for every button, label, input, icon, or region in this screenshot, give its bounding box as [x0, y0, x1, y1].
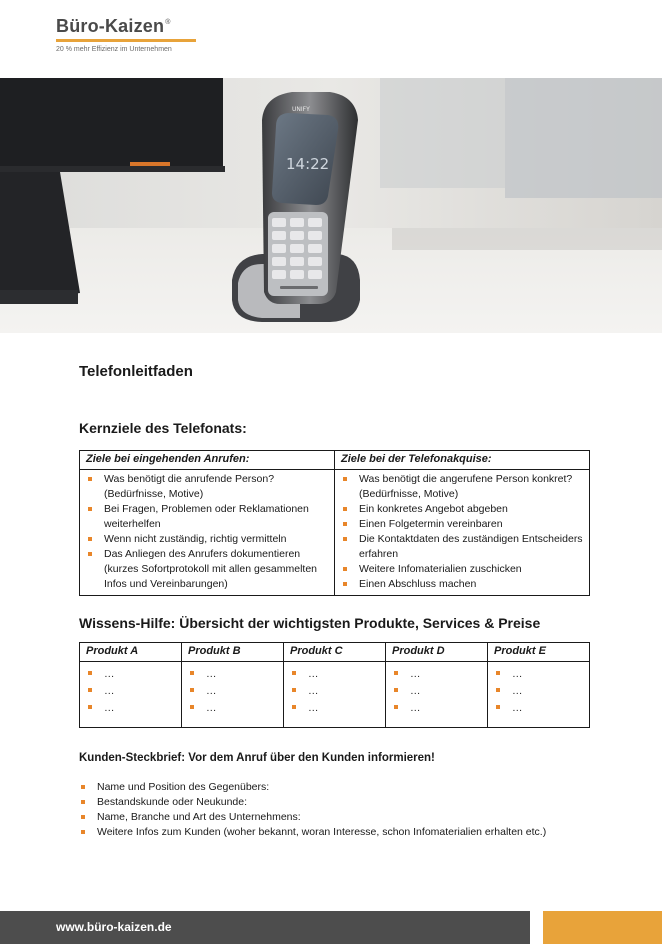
outgoing-goals-list — [341, 472, 583, 592]
logo-accent-bar — [56, 39, 196, 42]
list-item: … — [392, 666, 481, 683]
list-item: Wenn nicht zuständig, richtig vermitteln — [86, 532, 328, 547]
goals-heading: Kernziele des Telefonats: — [79, 420, 247, 436]
brand-logo — [56, 16, 196, 53]
bullet-icon — [190, 688, 194, 692]
products-header-row — [80, 643, 590, 662]
bullet-icon — [190, 705, 194, 709]
bullet-icon — [81, 785, 85, 789]
product-e-list — [494, 666, 583, 717]
list-item: Bei Fragen, Problemen oder Reklamationen weiterhelfen — [86, 502, 328, 532]
list-item: Was benötigt die anrufende Person? (Bedürfnisse, Motive) — [86, 472, 328, 502]
product-a-list — [86, 666, 175, 717]
page-title: Telefonleitfaden — [79, 363, 193, 380]
list-item: … — [86, 683, 175, 700]
product-e-cell — [488, 662, 590, 728]
list-item: Weitere Infomaterialien zuschicken — [341, 562, 583, 577]
product-b-list — [188, 666, 277, 717]
list-item: Name, Branche und Art des Unternehmens: — [79, 810, 559, 825]
outgoing-goals-cell — [335, 470, 590, 596]
phone-clock: 14:22 — [286, 155, 330, 173]
list-item: Einen Abschluss machen — [341, 577, 583, 592]
list-item: Die Kontaktdaten des zuständigen Entscheiders erfahren — [341, 532, 583, 562]
list-item: … — [86, 666, 175, 683]
list-item: … — [290, 666, 379, 683]
bullet-icon — [88, 507, 92, 511]
hero-photo — [0, 78, 662, 333]
bullet-icon — [343, 522, 347, 526]
bullet-icon — [88, 477, 92, 481]
list-item: … — [392, 700, 481, 717]
logo-tagline: 20 % mehr Effizienz im Unternehmen — [56, 46, 172, 53]
product-a-header: Produkt A — [80, 643, 182, 662]
list-item: … — [86, 700, 175, 717]
incoming-goals-list — [86, 472, 328, 592]
products-body-row — [80, 662, 590, 728]
product-c-cell — [284, 662, 386, 728]
bullet-icon — [292, 671, 296, 675]
list-item: … — [290, 683, 379, 700]
bullet-icon — [343, 582, 347, 586]
incoming-goals-cell — [80, 470, 335, 596]
list-item: Was benötigt die angerufene Person konkret? (Bedürfnisse, Motive) — [341, 472, 583, 502]
goals-body-row — [80, 470, 590, 596]
bullet-icon — [343, 537, 347, 541]
bullet-icon — [190, 671, 194, 675]
bullet-icon — [81, 800, 85, 804]
bullet-icon — [394, 705, 398, 709]
footer-bar — [0, 911, 530, 944]
list-item: … — [494, 683, 583, 700]
incoming-goals-header: Ziele bei eingehenden Anrufen: — [80, 451, 335, 470]
bullet-icon — [292, 705, 296, 709]
product-b-cell — [182, 662, 284, 728]
footer-url-link[interactable]: www.büro-kaizen.de — [56, 920, 172, 934]
bullet-icon — [88, 705, 92, 709]
list-item: … — [494, 700, 583, 717]
logo-wordmark — [56, 16, 196, 37]
profile-heading: Kunden-Steckbrief: Vor dem Anruf über den Kunden informieren! — [79, 752, 435, 764]
bullet-icon — [343, 507, 347, 511]
bullet-icon — [292, 688, 296, 692]
logo-name: Büro-Kaizen — [56, 16, 165, 36]
list-item: Ein konkretes Angebot abgeben — [341, 502, 583, 517]
list-item: … — [290, 700, 379, 717]
list-item: … — [188, 666, 277, 683]
bullet-icon — [343, 477, 347, 481]
product-c-list — [290, 666, 379, 717]
list-item: … — [188, 700, 277, 717]
product-d-cell — [386, 662, 488, 728]
bullet-icon — [88, 671, 92, 675]
product-b-header: Produkt B — [182, 643, 284, 662]
list-item: Bestandskunde oder Neukunde: — [79, 795, 559, 810]
product-a-cell — [80, 662, 182, 728]
bullet-icon — [88, 688, 92, 692]
phone-brand-label: UNIFY — [292, 106, 310, 113]
product-d-header: Produkt D — [386, 643, 488, 662]
product-e-header: Produkt E — [488, 643, 590, 662]
list-item: Name und Position des Gegenübers: — [79, 780, 559, 795]
goals-header-row — [80, 451, 590, 470]
desk-phone-illustration — [0, 78, 662, 333]
knowledge-heading: Wissens-Hilfe: Übersicht der wichtigsten Produkte, Services & Preise — [79, 615, 541, 631]
bullet-icon — [343, 567, 347, 571]
products-table — [79, 642, 590, 728]
bullet-icon — [88, 552, 92, 556]
registered-mark: ® — [165, 19, 171, 26]
bullet-icon — [81, 830, 85, 834]
profile-list — [79, 780, 559, 840]
bullet-icon — [81, 815, 85, 819]
goals-table — [79, 450, 590, 596]
product-c-header: Produkt C — [284, 643, 386, 662]
list-item: Das Anliegen des Anrufers dokumentieren (kurzes Sofortprotokoll mit allen gesammelten Infos und Vereinbarungen) — [86, 547, 328, 592]
product-d-list — [392, 666, 481, 717]
outgoing-goals-header: Ziele bei der Telefonakquise: — [335, 451, 590, 470]
bullet-icon — [394, 688, 398, 692]
bullet-icon — [88, 537, 92, 541]
bullet-icon — [496, 688, 500, 692]
list-item: Weitere Infos zum Kunden (woher bekannt, woran Interesse, schon Infomaterialien erhalten etc.) — [79, 825, 559, 840]
list-item: … — [188, 683, 277, 700]
list-item: … — [392, 683, 481, 700]
footer-accent-block — [543, 911, 662, 944]
list-item: Einen Folgetermin vereinbaren — [341, 517, 583, 532]
bullet-icon — [496, 671, 500, 675]
bullet-icon — [496, 705, 500, 709]
bullet-icon — [394, 671, 398, 675]
list-item: … — [494, 666, 583, 683]
